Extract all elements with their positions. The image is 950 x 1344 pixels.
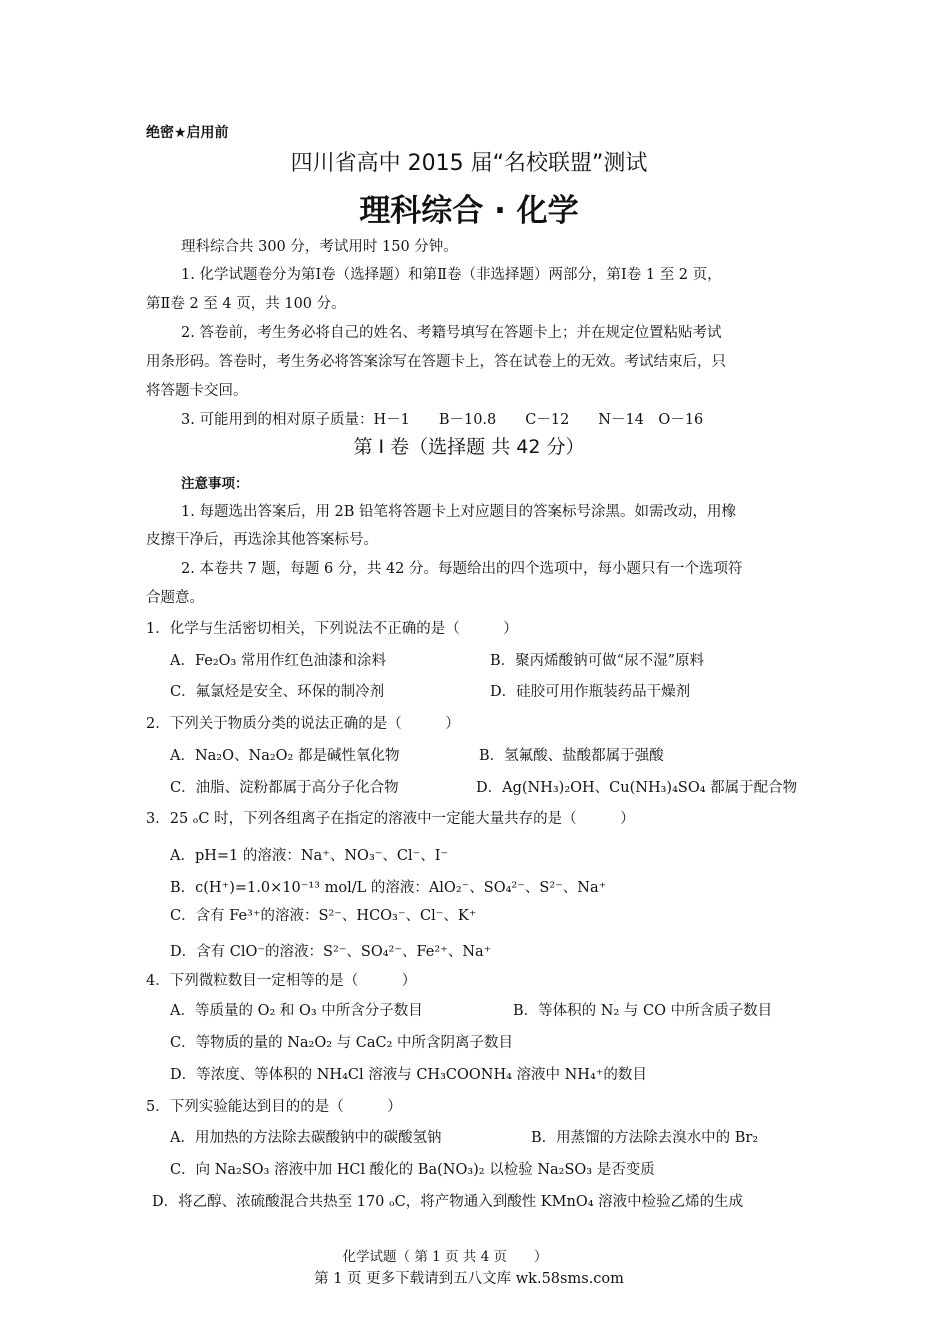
option-a: A．Fe₂O₃ 常用作红色油漆和涂料 [170, 653, 386, 669]
intro-line: 2. 答卷前，考生务必将自己的姓名、考籍号填写在答题卡上；并在规定位置粘贴考试 [181, 325, 722, 341]
option-c: C．含有 Fe³⁺的溶液：S²⁻、HCO₃⁻、Cl⁻、K⁺ [170, 908, 477, 924]
exam-title: 四川省高中 2015 届“名校联盟”测试 [290, 151, 648, 176]
note-line: 合题意。 [146, 590, 204, 606]
download-footer: 第 1 页 更多下载请到五八文库 wk.58sms.com [314, 1271, 624, 1287]
question-stem: 1．化学与生活密切相关，下列说法不正确的是（ ） [146, 621, 518, 637]
page-footer-label: 化学试题（ 第 1 页 共 4 页 ） [342, 1249, 548, 1265]
option-b: B．聚丙烯酸钠可做“尿不湿”原料 [490, 653, 704, 669]
note-line: 皮擦干净后，再选涂其他答案标号。 [146, 532, 378, 548]
question-stem: 3．25 ₒC 时，下列各组离子在指定的溶液中一定能大量共存的是（ ） [146, 811, 635, 827]
option-a: A．Na₂O、Na₂O₂ 都是碱性氧化物 [170, 748, 400, 764]
option-a: A．pH=1 的溶液：Na⁺、NO₃⁻、Cl⁻、I⁻ [170, 848, 449, 864]
option-c: C．向 Na₂SO₃ 溶液中加 HCl 酸化的 Ba(NO₃)₂ 以检验 Na₂SO₃ 是否变质 [170, 1162, 655, 1178]
intro-line: 1. 化学试题卷分为第Ⅰ卷（选择题）和第Ⅱ卷（非选择题）两部分，第Ⅰ卷 1 至 2 页， [181, 267, 722, 283]
intro-line: 第Ⅱ卷 2 至 4 页，共 100 分。 [146, 296, 346, 312]
question-stem: 5．下列实验能达到目的的是（ ） [146, 1099, 402, 1115]
confidential-mark: 绝密★启用前 [146, 125, 229, 141]
option-d: D．将乙醇、浓硫酸混合共热至 170 ₒC，将产物通入到酸性 KMnO₄ 溶液中检验乙烯的生成 [152, 1194, 744, 1210]
option-d: D．硅胶可用作瓶装药品干燥剂 [490, 684, 691, 700]
notes-heading: 注意事项： [181, 476, 249, 492]
option-b: B．用蒸馏的方法除去溴水中的 Br₂ [531, 1130, 759, 1146]
intro-line: 将答题卡交回。 [146, 383, 248, 399]
option-c: C．等物质的量的 Na₂O₂ 与 CaC₂ 中所含阴离子数目 [170, 1035, 514, 1051]
intro-line: 用条形码。答卷时，考生务必将答案涂写在答题卡上，答在试卷上的无效。考试结束后，只 [146, 354, 726, 370]
option-b: B．等体积的 N₂ 与 CO 中所含质子数目 [513, 1003, 773, 1019]
option-d: D．等浓度、等体积的 NH₄Cl 溶液与 CH₃COONH₄ 溶液中 NH₄⁺的数目 [170, 1067, 647, 1083]
section-title: 第 Ⅰ 卷（选择题 共 42 分） [353, 436, 585, 458]
question-stem: 4．下列微粒数目一定相等的是（ ） [146, 973, 417, 989]
option-d: D．Ag(NH₃)₂OH、Cu(NH₃)₄SO₄ 都属于配合物 [476, 780, 798, 796]
note-line: 2. 本卷共 7 题，每题 6 分，共 42 分。每题给出的四个选项中，每小题只有一个选项符 [181, 561, 743, 577]
option-c: C．氟氯烃是安全、环保的制冷剂 [170, 684, 385, 700]
atomic-mass-line: 3. 可能用到的相对原子质量：H－1 B－10.8 C－12 N－14 O－16 [181, 412, 704, 428]
exam-subtitle: 理科综合 · 化学 [359, 193, 579, 229]
option-b: B．氢氟酸、盐酸都属于强酸 [479, 748, 664, 764]
option-a: A．等质量的 O₂ 和 O₃ 中所含分子数目 [170, 1003, 423, 1019]
note-line: 1. 每题选出答案后，用 2B 铅笔将答题卡上对应题目的答案标号涂黑。如需改动，用橡 [181, 504, 737, 520]
intro-line: 理科综合共 300 分，考试用时 150 分钟。 [181, 239, 458, 255]
option-a: A．用加热的方法除去碳酸钠中的碳酸氢钠 [170, 1130, 442, 1146]
option-c: C．油脂、淀粉都属于高分子化合物 [170, 780, 399, 796]
option-b: B．c(H⁺)=1.0×10⁻¹³ mol/L 的溶液：AlO₂⁻、SO₄²⁻、S²⁻、Na⁺ [170, 880, 607, 896]
option-d: D．含有 ClO⁻的溶液：S²⁻、SO₄²⁻、Fe²⁺、Na⁺ [170, 944, 492, 960]
question-stem: 2．下列关于物质分类的说法正确的是（ ） [146, 716, 460, 732]
